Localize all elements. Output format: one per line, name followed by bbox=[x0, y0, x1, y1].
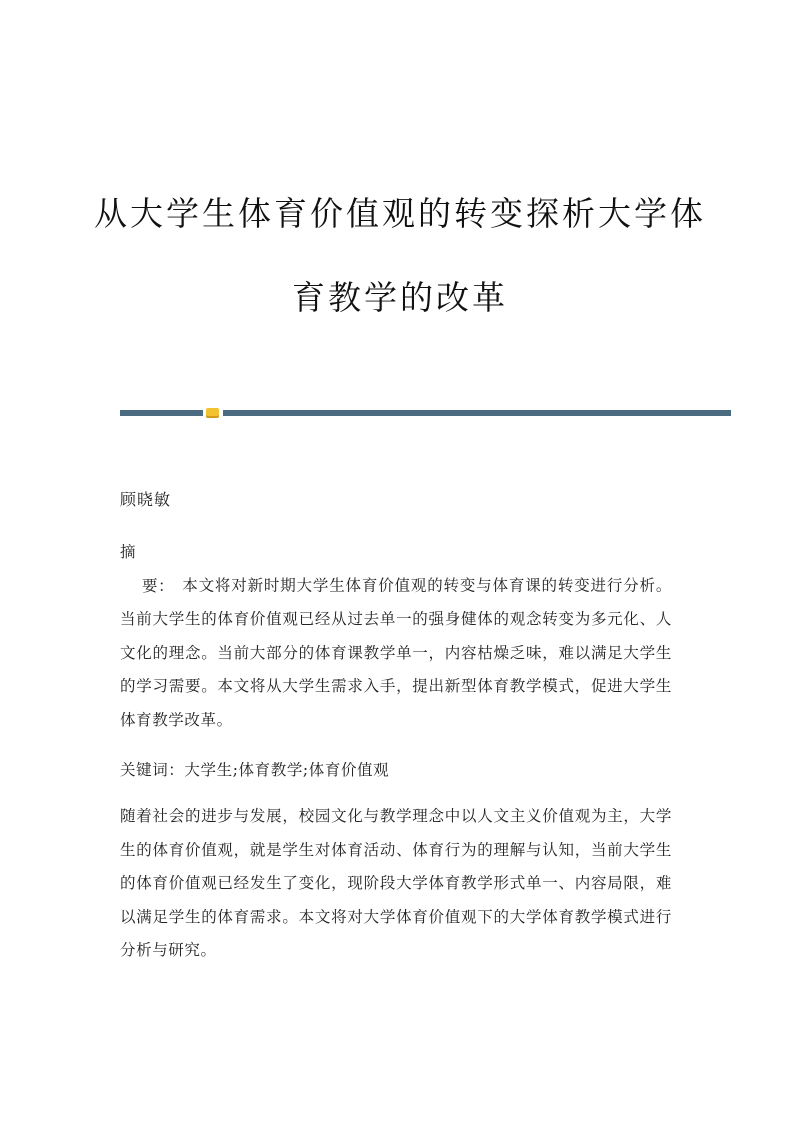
abstract-paragraph bbox=[120, 536, 672, 737]
divider-bar-left bbox=[120, 410, 203, 416]
keywords-label: 关键词： bbox=[120, 761, 185, 779]
body-paragraph: 随着社会的进步与发展，校园文化与教学理念中以人文主义价值观为主，大学生的体育价值观，就是学生对体育活动、体育行为的理解与认知，当前大学生的体育价值观已经发生了变化，现阶段大学体育教学形式单一、内容局限，难以满足学生的体育需求。本文将对大学体育价值观下的大学体育教学模式进行分析与研究。 bbox=[120, 807, 672, 959]
abstract-label-char-2: 要 bbox=[142, 576, 159, 595]
abstract-label-separator: ： bbox=[158, 576, 175, 595]
abstract-label-char-1: 摘 bbox=[120, 543, 137, 561]
title-line-2: 育教学的改革 bbox=[292, 278, 508, 317]
keywords-line bbox=[120, 754, 672, 788]
divider-bar-right bbox=[223, 410, 731, 416]
divider-emblem-icon bbox=[206, 408, 219, 418]
title-line-1: 从大学生体育价值观的转变探析大学体 bbox=[94, 194, 706, 233]
abstract-label bbox=[120, 536, 182, 603]
abstract-text: 本文将对新时期大学生体育价值观的转变与体育课的转变进行分析。当前大学生的体育价值观已经从过去单一的强身健体的观念转变为多元化、人文化的理念。当前大部分的体育课教学单一，内容枯燥乏味，难以满足大学生的学习需要。本文将从大学生需求入手，提出新型体育教学模式，促进大学生体育教学改革。 bbox=[120, 576, 672, 729]
keywords-text: 大学生;体育教学;体育价值观 bbox=[184, 761, 390, 779]
author-name: 顾晓敏 bbox=[120, 490, 172, 509]
title-divider bbox=[120, 408, 731, 418]
